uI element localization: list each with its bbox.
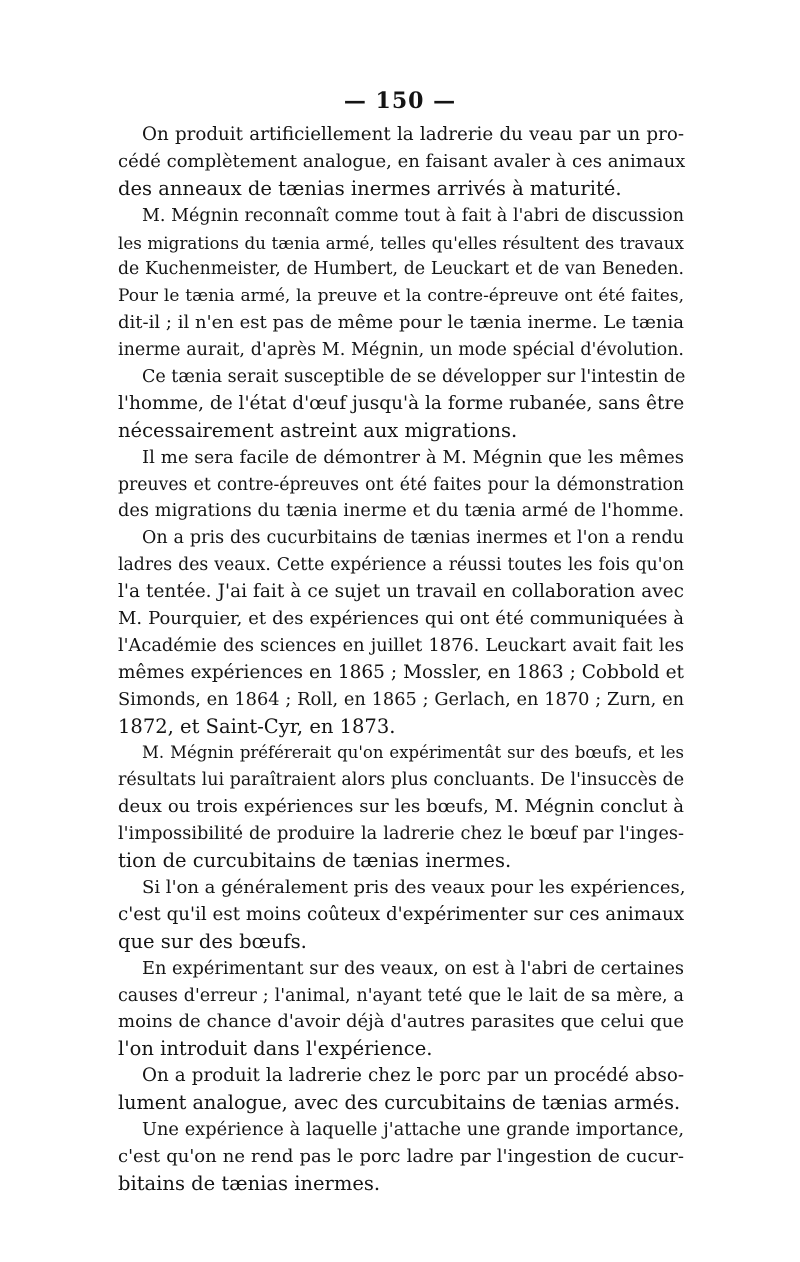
text-line: l'impossibilité de produire la ladrerie chez le bœuf par l'inges- bbox=[118, 824, 684, 845]
text-line: moins de chance d'avoir déjà d'autres parasites que celui que bbox=[118, 1011, 684, 1033]
text-line: que sur des bœufs. bbox=[118, 929, 307, 953]
text-line: l'a tentée. J'ai fait à ce sujet un travail en collaboration avec bbox=[118, 581, 684, 603]
text-line: lument analogue, avec des curcubitains de tænias armés. bbox=[118, 1091, 681, 1115]
text-line: de Kuchenmeister, de Humbert, de Leuckart et de van Beneden. bbox=[118, 259, 684, 280]
text-line: deux ou trois expériences sur les bœufs, M. Mégnin conclut à bbox=[118, 796, 684, 818]
text-line: Simonds, en 1864 ; Roll, en 1865 ; Gerlach, en 1870 ; Zurn, en bbox=[118, 689, 684, 710]
text-line: des migrations du tænia inerme et du tænia armé de l'homme. bbox=[118, 501, 684, 522]
text-line: l'on introduit dans l'expérience. bbox=[118, 1037, 433, 1061]
text-line: Si l'on a généralement pris des veaux pour les expériences, bbox=[142, 876, 686, 898]
page-number: — 150 — bbox=[343, 88, 457, 114]
text-line: des anneaux de tænias inermes arrivés à maturité. bbox=[118, 176, 622, 200]
text-line: bitains de tænias inermes. bbox=[118, 1171, 381, 1195]
text-line: cédé complètement analogue, en faisant avaler à ces animaux bbox=[118, 150, 686, 172]
text-line: c'est qu'on ne rend pas le porc ladre par l'ingestion de cucur- bbox=[118, 1145, 684, 1167]
text-line: c'est qu'il est moins coûteux d'expérimenter sur ces animaux bbox=[118, 903, 684, 925]
body-text bbox=[118, 122, 684, 1198]
text-line: Il me sera facile de démontrer à M. Mégnin que les mêmes bbox=[142, 446, 684, 468]
text-line: On a pris des cucurbitains de tænias inermes et l'on a rendu bbox=[142, 528, 684, 549]
text-line: M. Mégnin reconnaît comme tout à fait à l'abri de discussion bbox=[142, 205, 684, 226]
text-line: Une expérience à laquelle j'attache une grande importance, bbox=[142, 1119, 684, 1140]
text-line: causes d'erreur ; l'animal, n'ayant teté que le lait de sa mère, a bbox=[118, 985, 684, 1006]
text-line: Ce tænia serait susceptible de se développer sur l'intestin de bbox=[142, 367, 686, 388]
text-line: Pour le tænia armé, la preuve et la contre-épreuve ont été faites, bbox=[118, 286, 684, 307]
text-line: inerme aurait, d'après M. Mégnin, un mode spécial d'évolution. bbox=[118, 340, 684, 361]
text-line: tion de curcubitains de tænias inermes. bbox=[118, 849, 512, 873]
text-line: nécessairement astreint aux migrations. bbox=[118, 418, 518, 442]
text-line: M. Pourquier, et des expériences qui ont été communiquées à bbox=[118, 608, 684, 630]
text-line: On produit artificiellement la ladrerie du veau par un pro- bbox=[142, 124, 684, 145]
text-line: En expérimentant sur des veaux, on est à l'abri de certaines bbox=[142, 958, 684, 979]
text-line: ladres des veaux. Cette expérience a réussi toutes les fois qu'on bbox=[118, 555, 684, 576]
text-line: les migrations du tænia armé, telles qu'elles résultent des travaux bbox=[118, 232, 684, 253]
text-line: M. Mégnin préférerait qu'on expérimentât sur des bœufs, et les bbox=[142, 743, 684, 763]
text-line: mêmes expériences en 1865 ; Mossler, en 1863 ; Cobbold et bbox=[118, 661, 684, 683]
text-line: dit-il ; il n'en est pas de même pour le tænia inerme. Le tænia bbox=[118, 312, 684, 334]
text-line: On a produit la ladrerie chez le porc par un procédé abso- bbox=[142, 1065, 684, 1087]
text-line: preuves et contre-épreuves ont été faites pour la démonstration bbox=[118, 474, 684, 495]
text-line: résultats lui paraîtraient alors plus concluants. De l'insuccès de bbox=[118, 770, 685, 791]
text-line: l'homme, de l'état d'œuf jusqu'à la forme rubanée, sans être bbox=[118, 392, 685, 414]
text-line: l'Académie des sciences en juillet 1876. Leuckart avait fait les bbox=[118, 635, 684, 656]
text-line: 1872, et Saint-Cyr, en 1873. bbox=[118, 714, 396, 738]
